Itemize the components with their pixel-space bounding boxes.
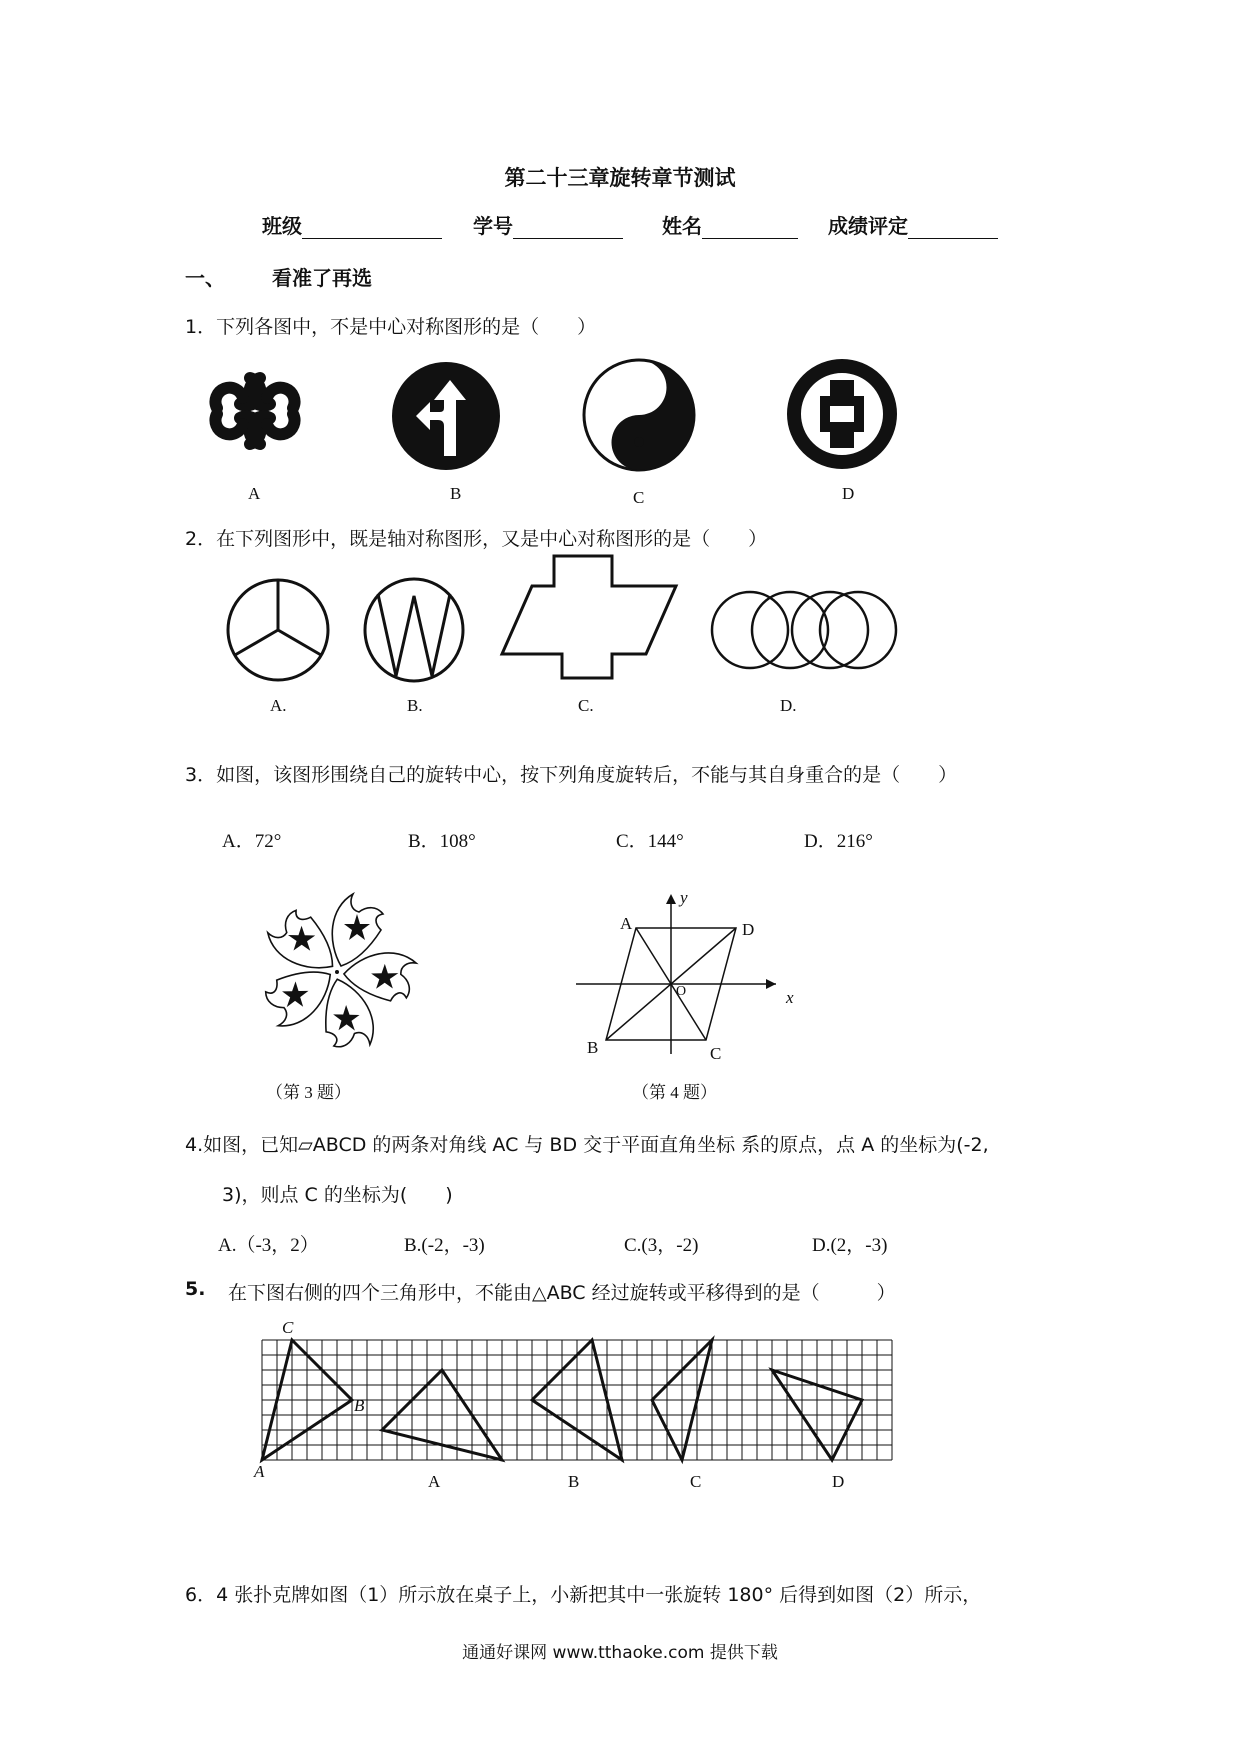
q3-caption: （第 3 题） <box>266 1083 351 1102</box>
name-label: 姓名 <box>662 214 702 238</box>
q4-caption: （第 4 题） <box>632 1083 717 1102</box>
q4-option-d[interactable]: D.(2，-3) <box>812 1235 888 1256</box>
q1-label-b: B <box>450 484 462 503</box>
q3-option-a[interactable]: A．72° <box>222 831 282 852</box>
question-6-text: 6．4 张扑克牌如图（1）所示放在桌子上，小新把其中一张旋转 180° 后得到如图（2）所示， <box>185 1584 982 1606</box>
q1-label-d: D <box>842 484 855 503</box>
name-field <box>662 210 798 239</box>
q4-y-axis-label: y <box>680 888 688 907</box>
q1-figure-a <box>195 356 315 466</box>
question-5-text: 在下图右侧的四个三角形中，不能由△ABC 经过旋转或平移得到的是（ ） <box>228 1282 896 1304</box>
q2-figure-b <box>362 576 466 684</box>
q2-figure-d <box>708 590 898 674</box>
q4-point-b-label: B <box>587 1038 599 1057</box>
score-blank[interactable] <box>908 218 998 239</box>
q4-origin-label: O <box>676 984 687 999</box>
q4-option-b[interactable]: B.(-2，-3) <box>404 1235 485 1256</box>
q2-figure-a <box>224 576 332 684</box>
q4-point-c-label: C <box>710 1044 722 1063</box>
q2-label-c: C. <box>578 696 594 715</box>
question-2-text: 2．在下列图形中，既是轴对称图形，又是中心对称图形的是（ ） <box>185 528 768 550</box>
class-label: 班级 <box>262 214 302 238</box>
q1-figure-b <box>390 360 502 472</box>
q2-label-d: D. <box>780 696 797 715</box>
page-title: 第二十三章旋转章节测试 <box>504 166 736 190</box>
q5-label-b: B <box>568 1472 580 1491</box>
q4-point-d-label: D <box>742 920 755 939</box>
q3-option-b[interactable]: B．108° <box>408 831 476 852</box>
score-label: 成绩评定 <box>828 214 908 238</box>
score-field <box>828 210 998 239</box>
question-4-text-line2: 3)，则点 C 的坐标为( ) <box>222 1184 453 1206</box>
q2-figure-c <box>500 554 680 680</box>
page-footer: 通通好课网 www.tthaoke.com 提供下载 <box>462 1643 778 1663</box>
q4-option-c[interactable]: C.(3，-2) <box>624 1235 699 1256</box>
section-title: 看准了再选 <box>272 266 372 290</box>
q3-option-d[interactable]: D．216° <box>804 831 873 852</box>
q5-label-a: A <box>428 1472 441 1491</box>
q1-figure-c <box>580 356 698 474</box>
class-blank[interactable] <box>302 218 442 239</box>
q5-label-c: C <box>690 1472 702 1491</box>
q4-x-axis-label: x <box>786 988 794 1007</box>
q4-point-a-label: A <box>620 914 633 933</box>
student-id-field <box>473 210 623 239</box>
student-id-blank[interactable] <box>513 218 623 239</box>
question-5-number: 5. <box>185 1278 206 1300</box>
q1-label-c: C <box>633 488 645 507</box>
q5-point-a-label: A <box>254 1462 265 1481</box>
question-1-text: 1．下列各图中，不是中心对称图形的是（ ） <box>185 316 597 338</box>
section-number: 一、 <box>185 266 225 290</box>
q2-label-a: A. <box>270 696 287 715</box>
q1-label-a: A <box>248 484 261 503</box>
q1-figure-d <box>786 358 898 470</box>
name-blank[interactable] <box>702 218 798 239</box>
q4-figure <box>576 884 806 1062</box>
student-id-label: 学号 <box>473 214 513 238</box>
q2-label-b: B. <box>407 696 423 715</box>
q5-label-d: D <box>832 1472 845 1491</box>
q5-point-b-label: B <box>354 1396 365 1415</box>
question-4-text-line1: 4.如图，已知▱ABCD 的两条对角线 AC 与 BD 交于平面直角坐标 系的原点，点 A 的坐标为(-2, <box>185 1134 989 1156</box>
q4-option-a[interactable]: A.（-3，2） <box>218 1235 319 1256</box>
q5-point-c-label: C <box>282 1318 294 1337</box>
class-field <box>262 210 442 239</box>
q3-option-c[interactable]: C．144° <box>616 831 684 852</box>
question-3-text: 3．如图，该图形围绕自己的旋转中心，按下列角度旋转后，不能与其自身重合的是（ ） <box>185 764 958 786</box>
q3-figure <box>242 884 432 1060</box>
